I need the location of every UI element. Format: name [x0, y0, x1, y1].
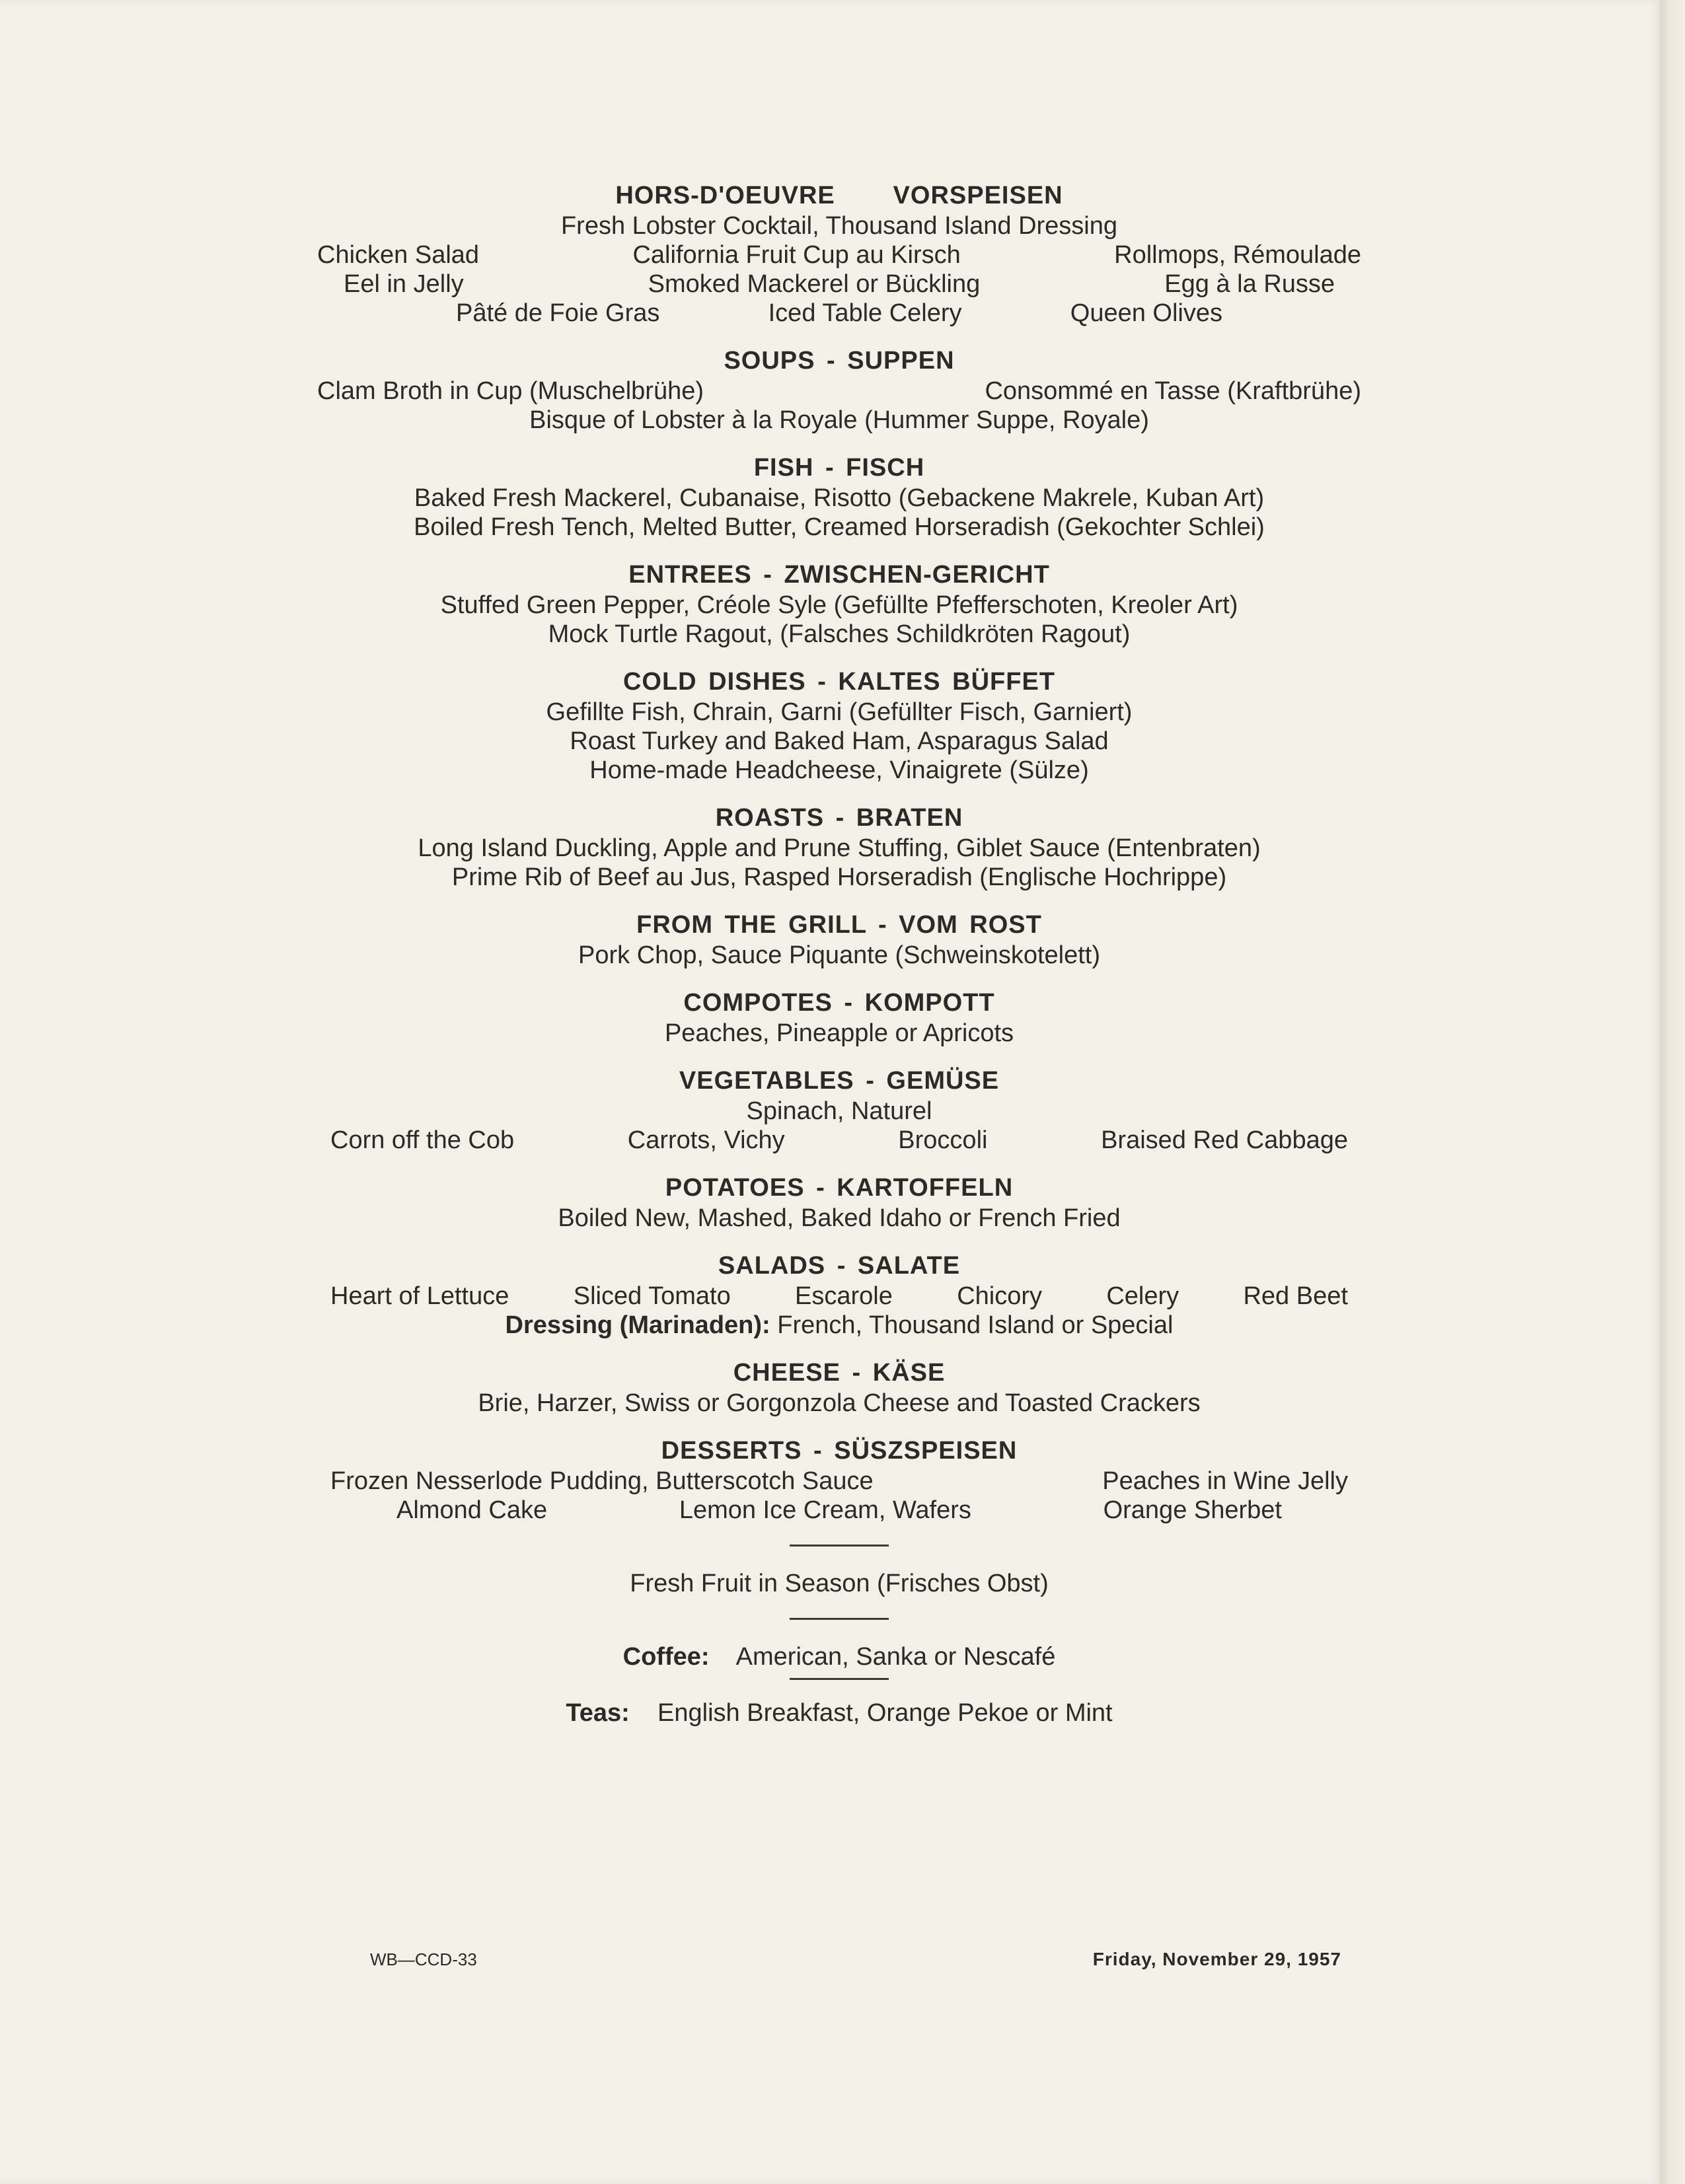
section-heading: SALADS - SALATE	[718, 1252, 961, 1280]
section-heading: ROASTS - BRATEN	[715, 804, 963, 832]
section-heading: POTATOES - KARTOFFELN	[665, 1174, 1014, 1202]
dressing-line	[317, 1311, 1361, 1340]
teas-line	[317, 1698, 1361, 1728]
menu-item: California Fruit Cup au Kirsch	[632, 241, 961, 269]
section-heading: DESSERTS - SÜSZSPEISEN	[661, 1437, 1018, 1465]
menu-date: Friday, November 29, 1957	[1092, 1949, 1341, 1969]
section-heading: FROM THE GRILL - VOM ROST	[636, 911, 1042, 939]
menu-item: Pork Chop, Sauce Piquante (Schweinskotelett)	[578, 941, 1100, 969]
menu-item: Pâté de Foie Gras	[456, 299, 660, 327]
section-soups	[317, 345, 1361, 435]
dressing-options: French, Thousand Island or Special	[777, 1311, 1174, 1339]
menu-item: Sliced Tomato	[573, 1282, 731, 1310]
menu-row	[317, 299, 1361, 328]
section-compotes	[317, 987, 1361, 1048]
teas-label: Teas:	[566, 1699, 630, 1727]
menu-item: Gefillte Fish, Chrain, Garni (Gefüllter Fisch, Garniert)	[546, 698, 1133, 726]
menu-item: Stuffed Green Pepper, Créole Syle (Gefüllte Pfefferschoten, Kreoler Art)	[440, 591, 1238, 619]
menu-item: Heart of Lettuce	[330, 1282, 509, 1310]
divider	[790, 1545, 889, 1547]
menu-item: Peaches, Pineapple or Apricots	[664, 1019, 1014, 1047]
coffee-label: Coffee:	[622, 1643, 710, 1671]
section-cheese	[317, 1357, 1361, 1418]
menu-item: Lemon Ice Cream, Wafers	[679, 1496, 971, 1524]
fresh-fruit: Fresh Fruit in Season (Frisches Obst)	[630, 1570, 1049, 1597]
section-heading: ENTREES - ZWISCHEN-GERICHT	[628, 561, 1050, 589]
section-entrees	[317, 559, 1361, 649]
menu-item: Corn off the Cob	[330, 1126, 515, 1154]
menu-item: Chicory	[957, 1282, 1043, 1310]
menu-item: Escarole	[795, 1282, 893, 1310]
menu-item: Prime Rib of Beef au Jus, Rasped Horseradish (Englische Hochrippe)	[451, 863, 1227, 891]
menu-row	[317, 1467, 1361, 1496]
menu-item: Long Island Duckling, Apple and Prune Stuffing, Giblet Sauce (Entenbraten)	[418, 834, 1261, 862]
divider	[790, 1678, 889, 1680]
menu-item: Bisque of Lobster à la Royale (Hummer Suppe, Royale)	[529, 406, 1149, 434]
menu-row	[317, 1282, 1361, 1311]
section-heading: FISH - FISCH	[753, 454, 925, 482]
menu-item: Rollmops, Rémoulade	[1114, 241, 1361, 269]
menu-item: Fresh Lobster Cocktail, Thousand Island Dressing	[560, 212, 1118, 240]
menu-item: Spinach, Naturel	[746, 1097, 932, 1125]
section-fish	[317, 452, 1361, 542]
coffee-line	[317, 1642, 1361, 1671]
menu-item: Celery	[1106, 1282, 1180, 1310]
menu-item: Boiled Fresh Tench, Melted Butter, Creamed Horseradish (Gekochter Schlei)	[414, 513, 1265, 541]
menu-item: Carrots, Vichy	[627, 1126, 785, 1154]
section-heading: CHEESE - KÄSE	[733, 1359, 946, 1387]
paper-edge	[1660, 0, 1685, 2184]
menu-item: Iced Table Celery	[768, 299, 962, 327]
menu-item: Consommé en Tasse (Kraftbrühe)	[985, 377, 1361, 405]
menu-item: Almond Cake	[396, 1496, 548, 1524]
section-potatoes	[317, 1172, 1361, 1233]
menu-item: Baked Fresh Mackerel, Cubanaise, Risotto (Gebackene Makrele, Kuban Art)	[414, 484, 1265, 512]
menu-item: Eel in Jelly	[344, 270, 464, 298]
section-grill	[317, 909, 1361, 970]
section-hors-doeuvre	[317, 180, 1361, 328]
menu-row	[317, 377, 1361, 406]
menu-item: Boiled New, Mashed, Baked Idaho or French Fried	[558, 1204, 1121, 1232]
section-cold-dishes	[317, 666, 1361, 785]
menu-item: Chicken Salad	[317, 241, 480, 269]
menu-item: Mock Turtle Ragout, (Falsches Schildkröten Ragout)	[548, 620, 1131, 648]
menu-item: Orange Sherbet	[1103, 1496, 1282, 1524]
menu-row	[317, 1126, 1361, 1155]
menu-item: Broccoli	[898, 1126, 988, 1154]
dressing-label: Dressing (Marinaden):	[505, 1311, 770, 1339]
section-heading: SOUPS - SUPPEN	[724, 347, 955, 375]
footer	[370, 1949, 1341, 1970]
section-heading: VEGETABLES - GEMÜSE	[679, 1067, 1000, 1095]
menu-item: Roast Turkey and Baked Ham, Asparagus Salad	[570, 727, 1109, 755]
menu-content	[317, 180, 1361, 1728]
section-roasts	[317, 802, 1361, 892]
menu-item: Queen Olives	[1070, 299, 1222, 327]
menu-row	[317, 240, 1361, 270]
section-heading: COMPOTES - KOMPOTT	[683, 989, 995, 1017]
menu-item: Frozen Nesserlode Pudding, Butterscotch Sauce	[330, 1467, 874, 1495]
menu-item: Peaches in Wine Jelly	[1102, 1467, 1348, 1495]
menu-code: WB—CCD-33	[370, 1949, 477, 1969]
section-heading: HORS-D'OEUVRE VORSPEISEN	[615, 182, 1063, 209]
divider	[790, 1618, 889, 1620]
menu-item: Egg à la Russe	[1164, 270, 1335, 298]
menu-item: Brie, Harzer, Swiss or Gorgonzola Cheese and Toasted Crackers	[478, 1389, 1201, 1417]
section-heading: COLD DISHES - KALTES BÜFFET	[622, 668, 1056, 696]
menu-item: Red Beet	[1243, 1282, 1348, 1310]
teas-options: English Breakfast, Orange Pekoe or Mint	[657, 1699, 1113, 1727]
menu-row	[317, 270, 1361, 299]
coffee-options: American, Sanka or Nescafé	[735, 1643, 1056, 1671]
menu-item: Smoked Mackerel or Bückling	[648, 270, 981, 298]
menu-item: Braised Red Cabbage	[1101, 1126, 1348, 1154]
menu-item: Home-made Headcheese, Vinaigrete (Sülze)	[589, 756, 1089, 784]
section-salads	[317, 1250, 1361, 1340]
menu-row	[317, 1496, 1361, 1525]
menu-item: Clam Broth in Cup (Muschelbrühe)	[317, 377, 704, 405]
section-vegetables	[317, 1065, 1361, 1155]
section-desserts	[317, 1435, 1361, 1525]
